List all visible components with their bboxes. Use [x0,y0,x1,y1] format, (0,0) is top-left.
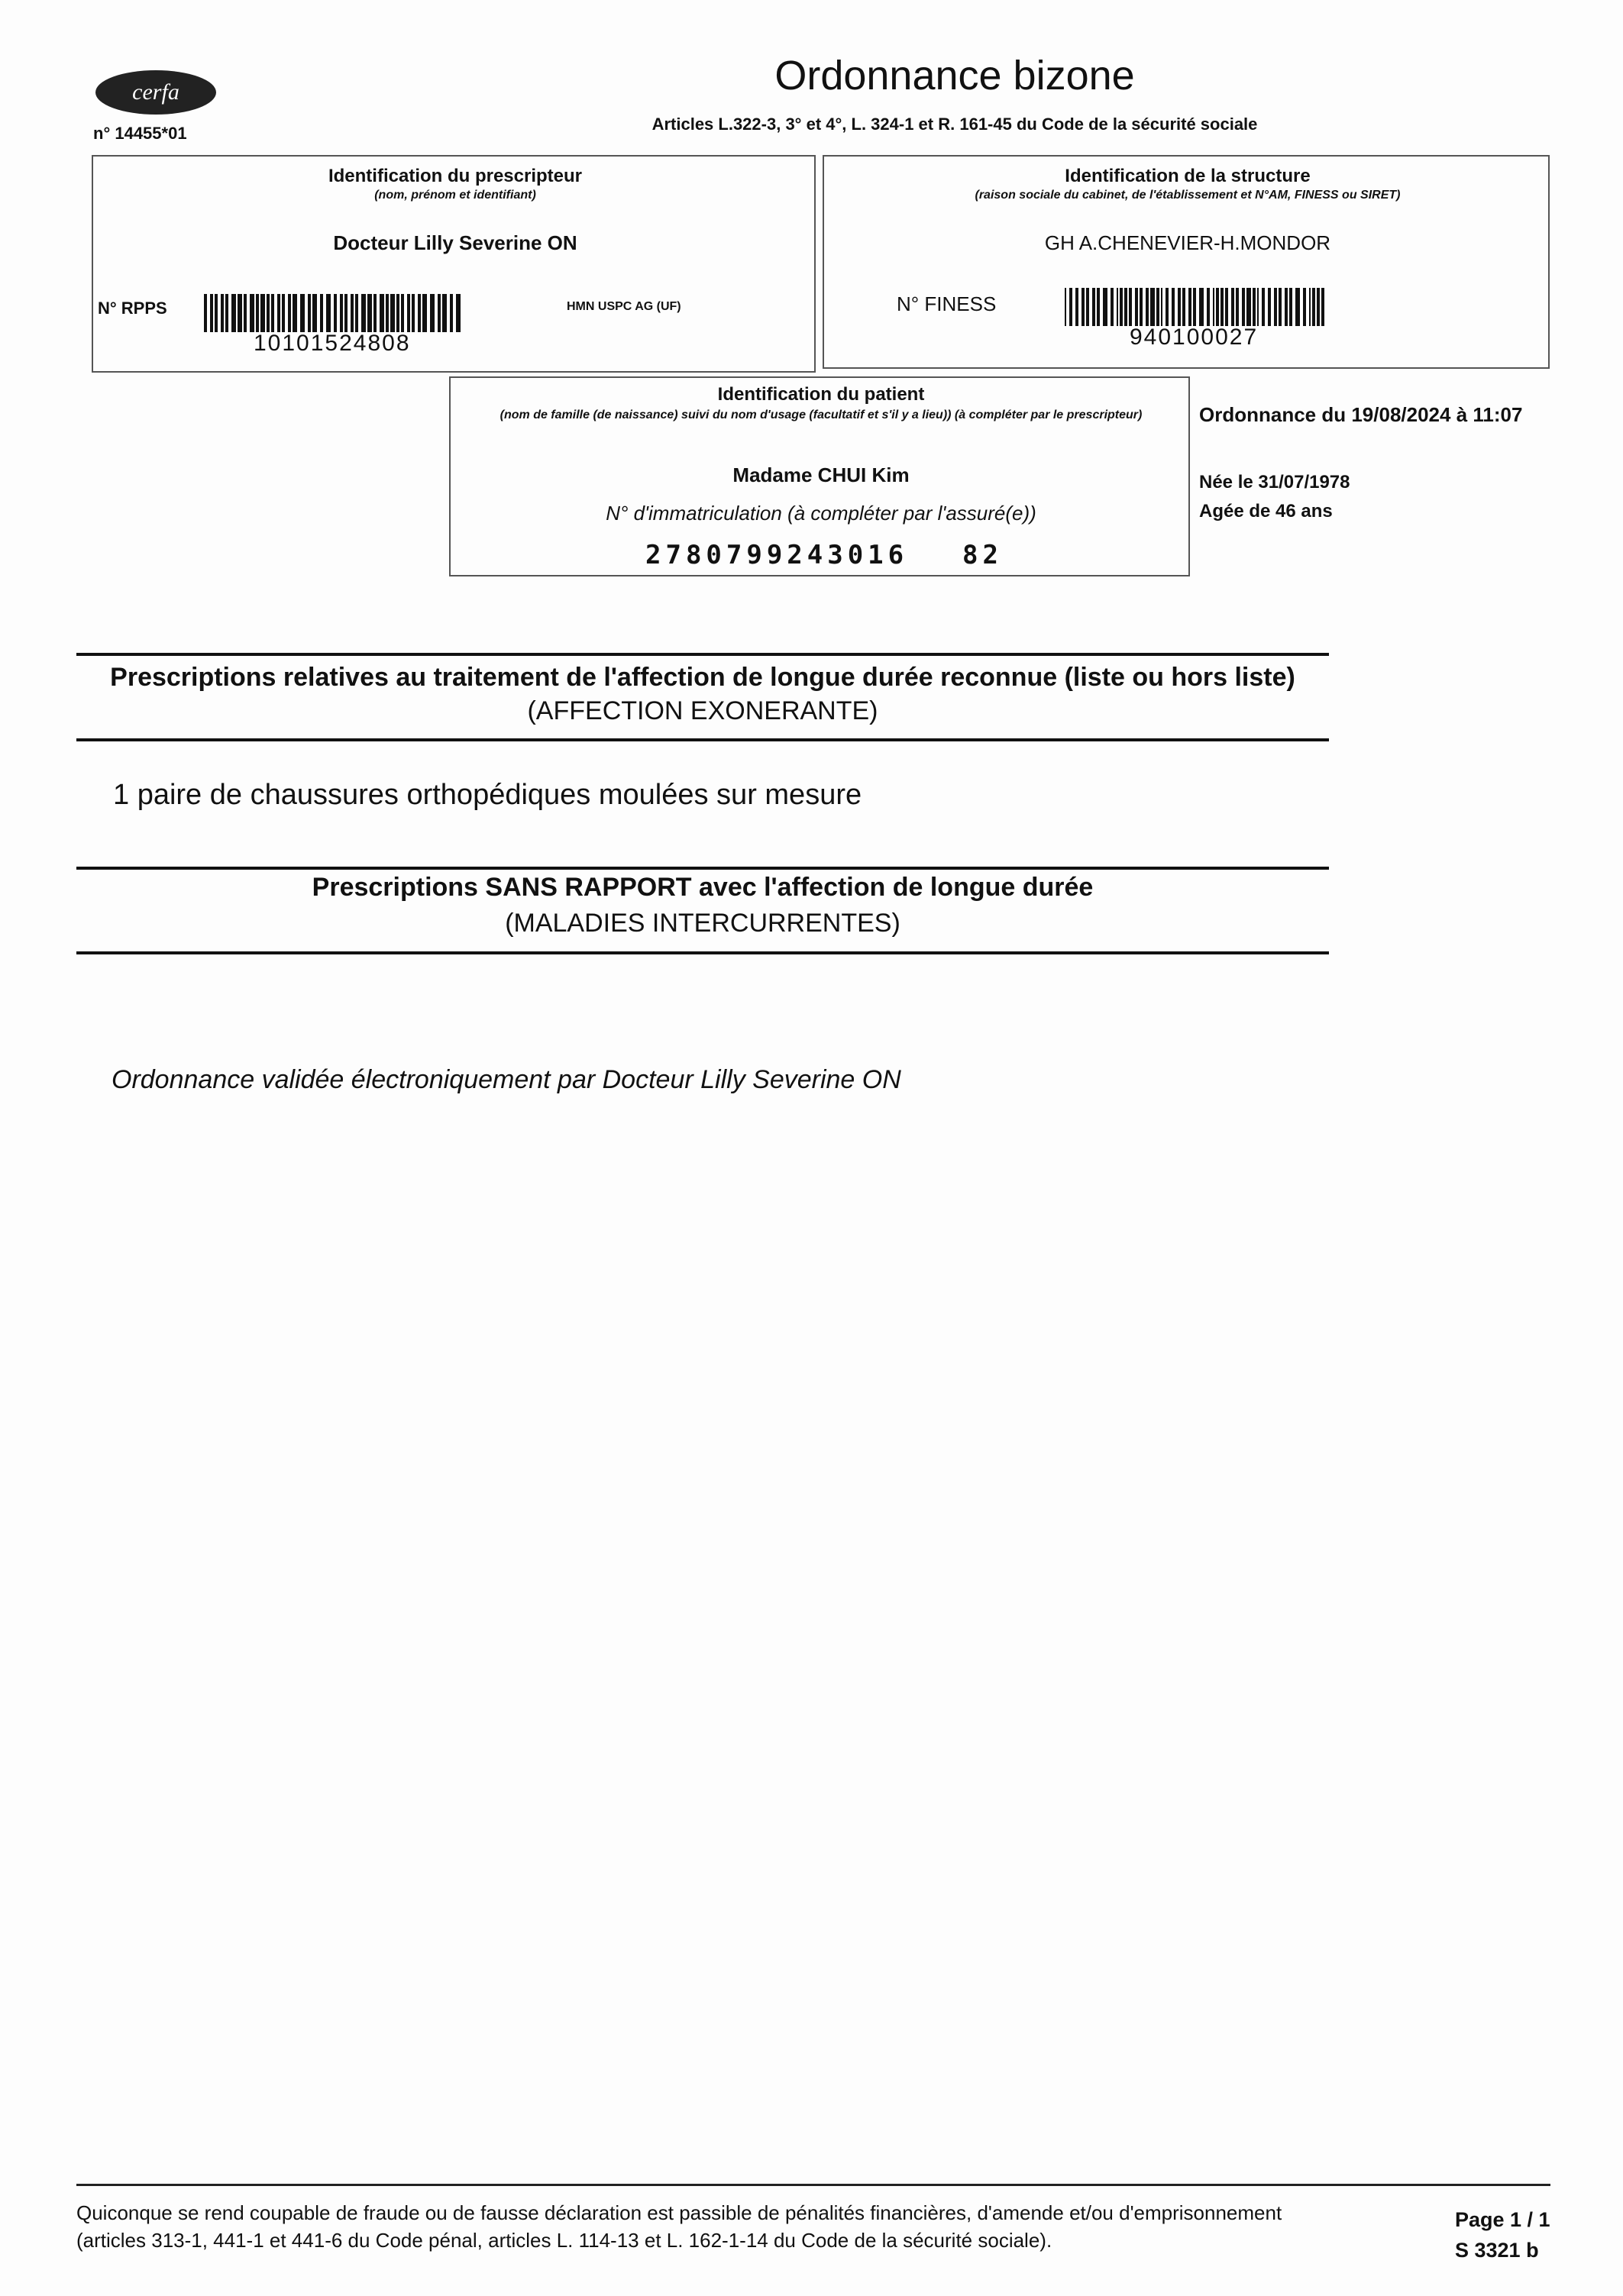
finess-number: 940100027 [1130,325,1259,350]
patient-heading: Identification du patient [717,384,925,405]
rpps-barcode [204,294,467,332]
other-bottom-rule [76,951,1329,954]
prescriber-heading: Identification du prescripteur [328,166,583,186]
form-reference: S 3321 b [1455,2239,1539,2262]
patient-name: Madame CHUI Kim [732,463,910,486]
finess-barcode [1065,288,1332,326]
ald-section-title: Prescriptions relatives au traitement de l'affection de longue durée reconnue (liste ou hors liste) [110,663,1295,692]
prescriber-subheading: (nom, prénom et identifiant) [374,189,536,202]
ald-section-subtitle: (AFFECTION EXONERANTE) [527,696,878,725]
ald-prescription-item: 1 paire de chaussures orthopédiques moulées sur mesure [113,779,862,811]
patient-subheading: (nom de famille (de naissance) suivi du nom d'usage (facultatif et s'il y a lieu)) (à compléter par le prescripteur) [500,409,1143,421]
document-title: Ordonnance bizone [774,53,1135,98]
structure-name: GH A.CHENEVIER-H.MONDOR [1044,231,1331,254]
page-number: Page 1 / 1 [1455,2208,1550,2231]
prescriber-name: Docteur Lilly Severine ON [333,231,577,254]
rpps-number: 10101524808 [254,331,411,356]
immatriculation-key: 82 [962,540,1003,570]
immatriculation-label: N° d'immatriculation (à compléter par l'assuré(e)) [606,502,1036,525]
structure-subheading: (raison sociale du cabinet, de l'établissement et N°AM, FINESS ou SIRET) [975,189,1401,202]
patient-birthdate: Née le 31/07/1978 [1199,472,1350,492]
patient-age: Agée de 46 ans [1199,501,1333,522]
patient-box [449,376,1190,576]
immatriculation-number: 2780799243016 [645,540,909,570]
legal-articles: Articles L.322-3, 3° et 4°, L. 324-1 et R. 161-45 du Code de la sécurité sociale [651,115,1258,134]
cerfa-logo: cerfa [95,70,216,115]
structure-heading: Identification de la structure [1065,166,1311,186]
prescriber-box [92,155,816,373]
prescriber-unit: HMN USPC AG (UF) [567,300,681,313]
footer-rule [76,2184,1550,2186]
order-datetime: Ordonnance du 19/08/2024 à 11:07 [1199,403,1523,426]
ald-top-rule [76,653,1329,656]
other-section-title: Prescriptions SANS RAPPORT avec l'affection de longue durée [312,873,1094,902]
footer-legal-line1: Quiconque se rend coupable de fraude ou de fausse déclaration est passible de pénalités financières, d'amende et/ou d'emprisonnement [76,2201,1282,2224]
rpps-label: N° RPPS [98,299,167,318]
footer-legal-line2: (articles 313-1, 441-1 et 441-6 du Code pénal, articles L. 114-13 et L. 162-1-14 du Code de la sécurité sociale). [76,2229,1052,2252]
structure-box [823,155,1550,369]
other-top-rule [76,867,1329,870]
cerfa-number: n° 14455*01 [93,124,187,143]
finess-label: N° FINESS [897,292,997,315]
footer-legal [76,2199,1421,2254]
ald-bottom-rule [76,738,1329,741]
electronic-validation: Ordonnance validée électroniquement par Docteur Lilly Severine ON [112,1065,901,1094]
other-section-subtitle: (MALADIES INTERCURRENTES) [505,909,900,938]
